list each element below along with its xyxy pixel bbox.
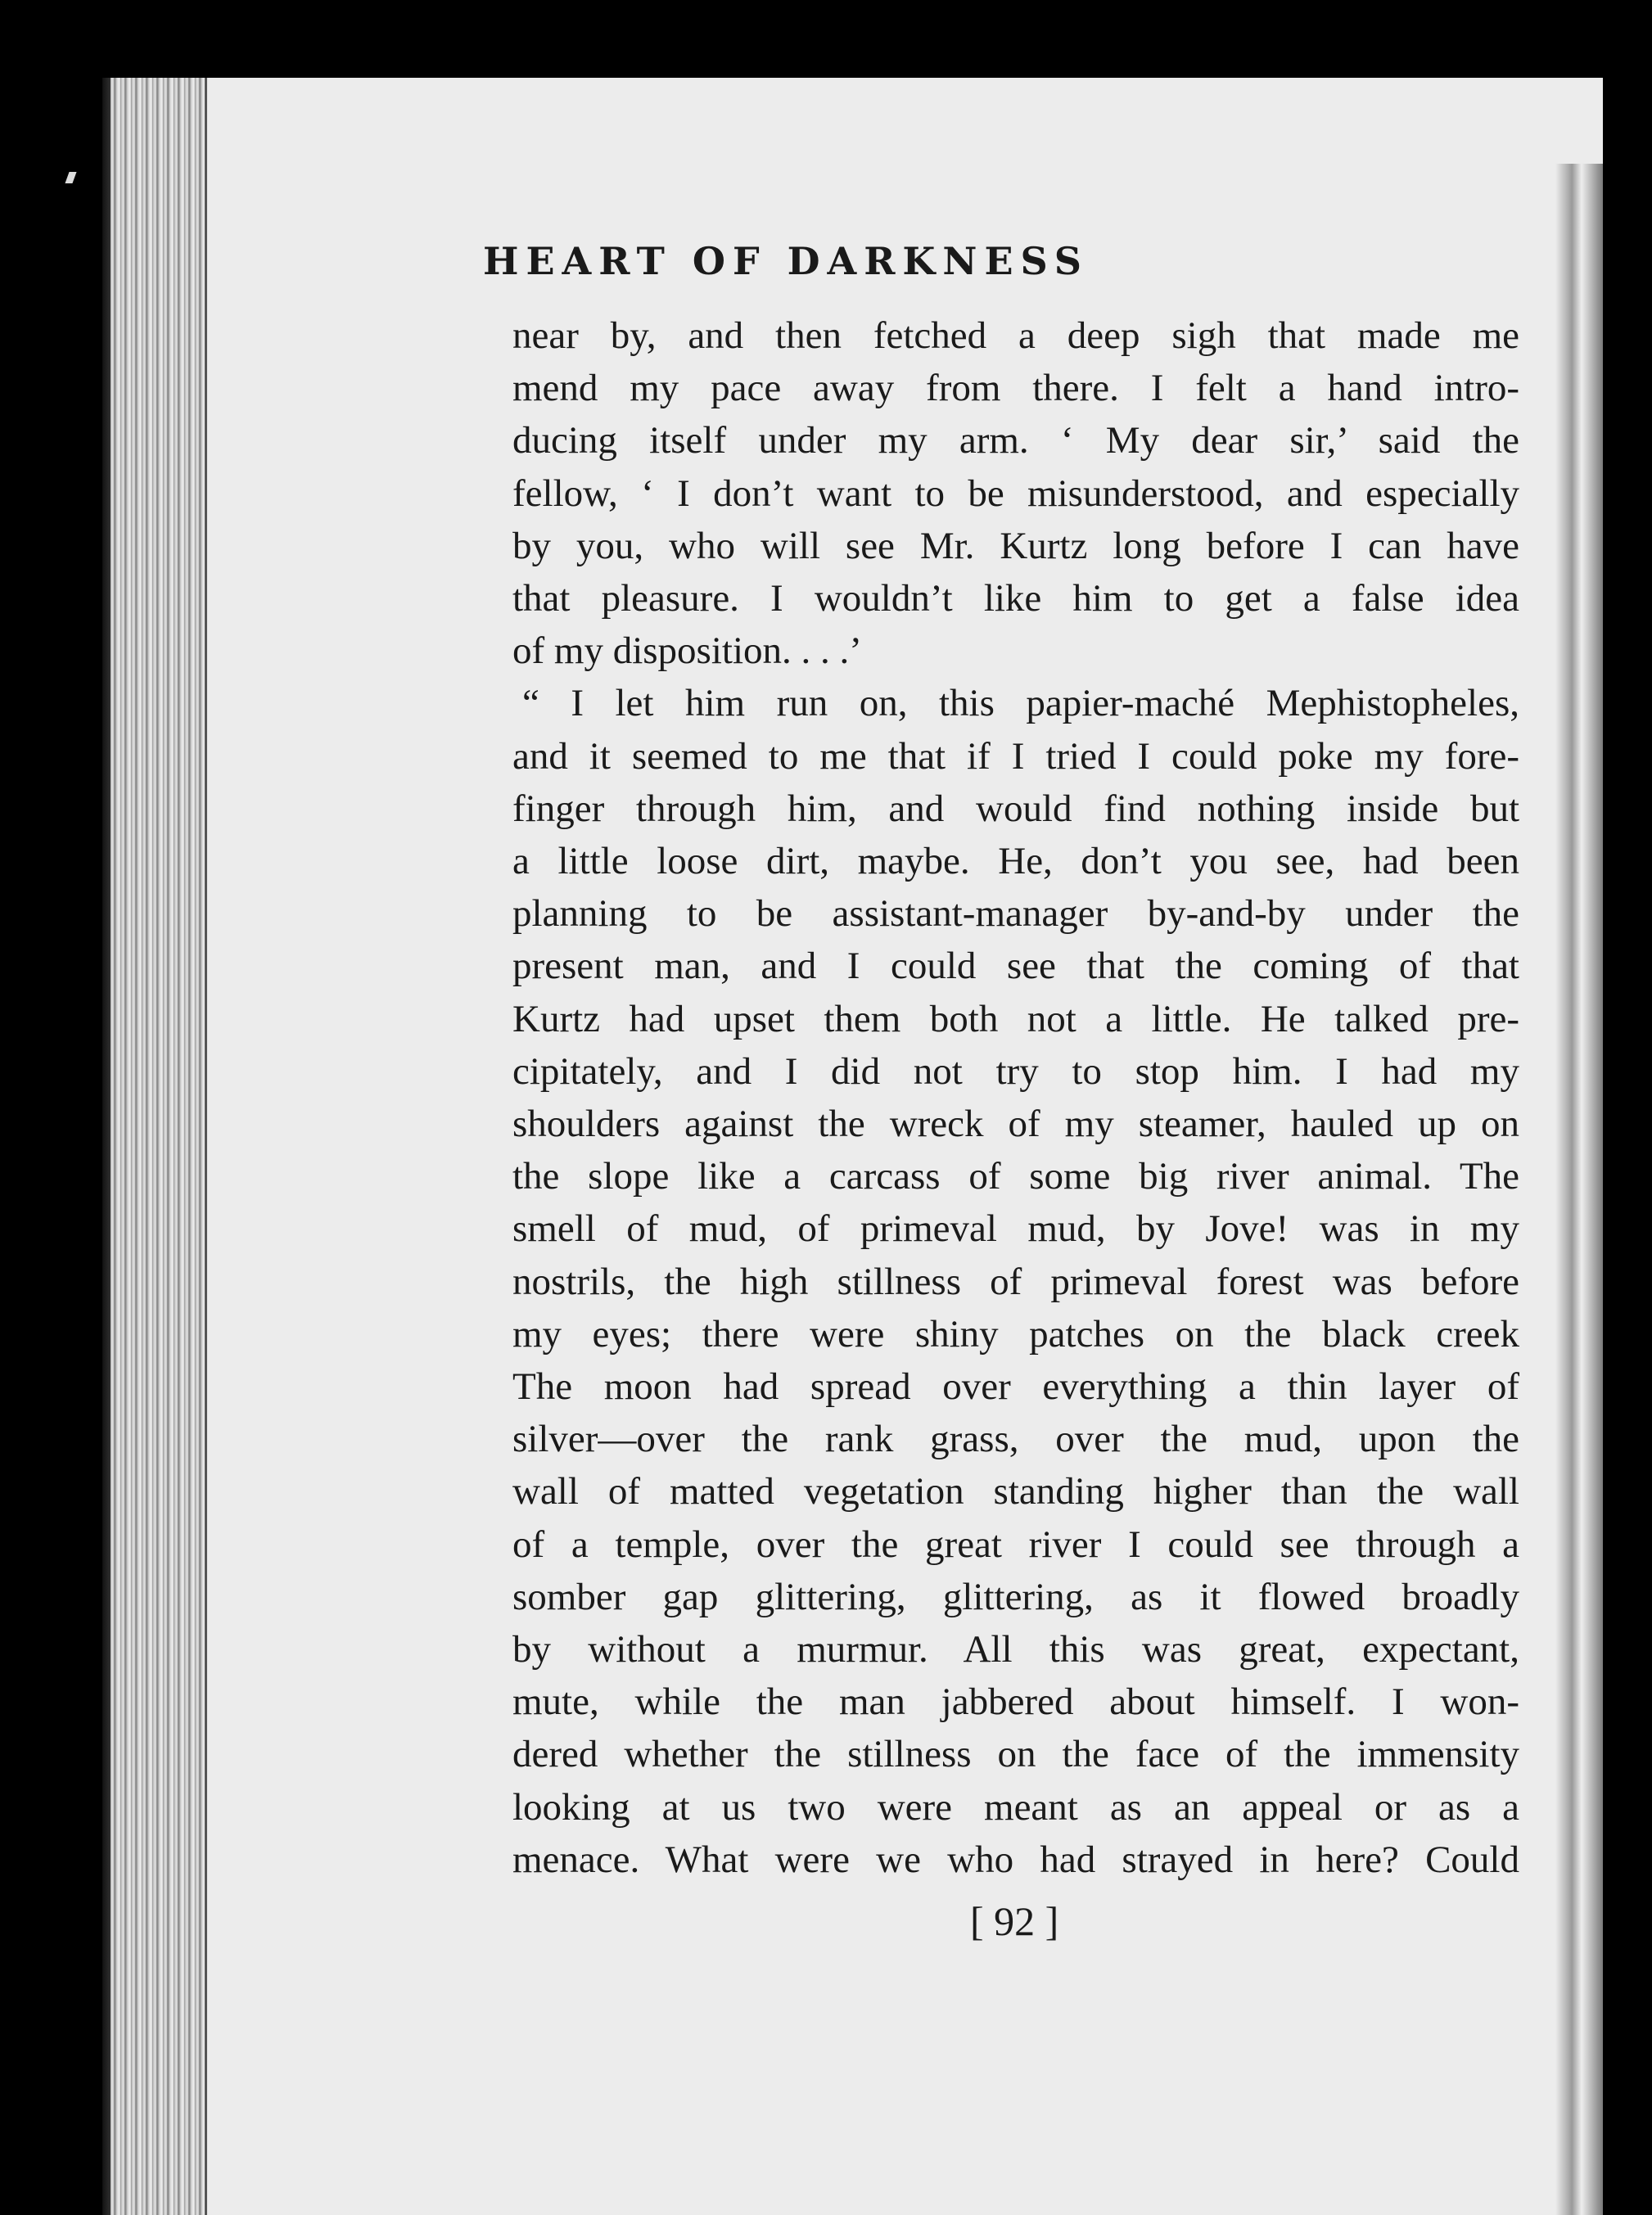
text-line: wall of matted vegetation standing higher than the wall	[512, 1470, 1519, 1514]
text-line: dered whether the stillness on the face of the immensity	[512, 1733, 1519, 1776]
text-line: a little loose dirt, maybe. He, don’t you see, had been	[512, 840, 1519, 883]
text-line: of a temple, over the great river I could see through a	[512, 1523, 1519, 1566]
text-line: mend my pace away from there. I felt a hand intro-	[512, 367, 1519, 410]
text-line: the slope like a carcass of some big river animal. The	[512, 1155, 1519, 1198]
text-line: menace. What were we who had strayed in here? Could	[512, 1838, 1519, 1881]
text-line: silver—over the rank grass, over the mud, upon the	[512, 1418, 1519, 1461]
text-line: and it seemed to me that if I tried I could poke my fore-	[512, 734, 1519, 778]
text-line: finger through him, and would find nothing inside but	[512, 787, 1519, 830]
text-line: present man, and I could see that the coming of that	[512, 945, 1519, 988]
text-line: by you, who will see Mr. Kurtz long before I can have	[512, 524, 1519, 567]
text-line: planning to be assistant-manager by-and-by under the	[512, 892, 1519, 936]
text-line: my eyes; there were shiny patches on the black creek	[512, 1312, 1519, 1356]
text-line: The moon had spread over everything a thin layer of	[512, 1365, 1519, 1409]
text-line: Kurtz had upset them both not a little. He talked pre-	[512, 997, 1519, 1040]
text-line: shoulders against the wreck of my steamer, hauled up on	[512, 1103, 1519, 1146]
text-line: smell of mud, of primeval mud, by Jove! was in my	[512, 1207, 1519, 1251]
text-line: ducing itself under my arm. ‘ My dear sir,’ said the	[512, 419, 1519, 462]
text-line: looking at us two were meant as an appeal or as a	[512, 1785, 1519, 1829]
text-line: of my disposition. . . .’	[512, 629, 862, 673]
running-head: HEART OF DARKNESS	[483, 239, 1089, 283]
text-line: near by, and then fetched a deep sigh that made me	[512, 314, 1519, 357]
text-line: “ I let him run on, this papier-maché Mephistopheles,	[522, 682, 1519, 725]
text-line: by without a murmur. All this was great, expectant,	[512, 1628, 1519, 1671]
body-text	[512, 309, 1519, 1886]
page-edges	[111, 78, 217, 2215]
page-number: [ 92 ]	[970, 1898, 1059, 1944]
margin-speck	[65, 172, 76, 183]
text-line: mute, while the man jabbered about himself. I won-	[512, 1680, 1519, 1724]
text-line: nostrils, the high stillness of primeval forest was before	[512, 1260, 1519, 1303]
text-line: that pleasure. I wouldn’t like him to get a false idea	[512, 577, 1519, 620]
text-line: somber gap glittering, glittering, as it flowed broadly	[512, 1575, 1519, 1618]
text-line: cipitately, and I did not try to stop him. I had my	[512, 1049, 1519, 1093]
text-line: fellow, ‘ I don’t want to be misunderstood, and especially	[512, 471, 1519, 515]
